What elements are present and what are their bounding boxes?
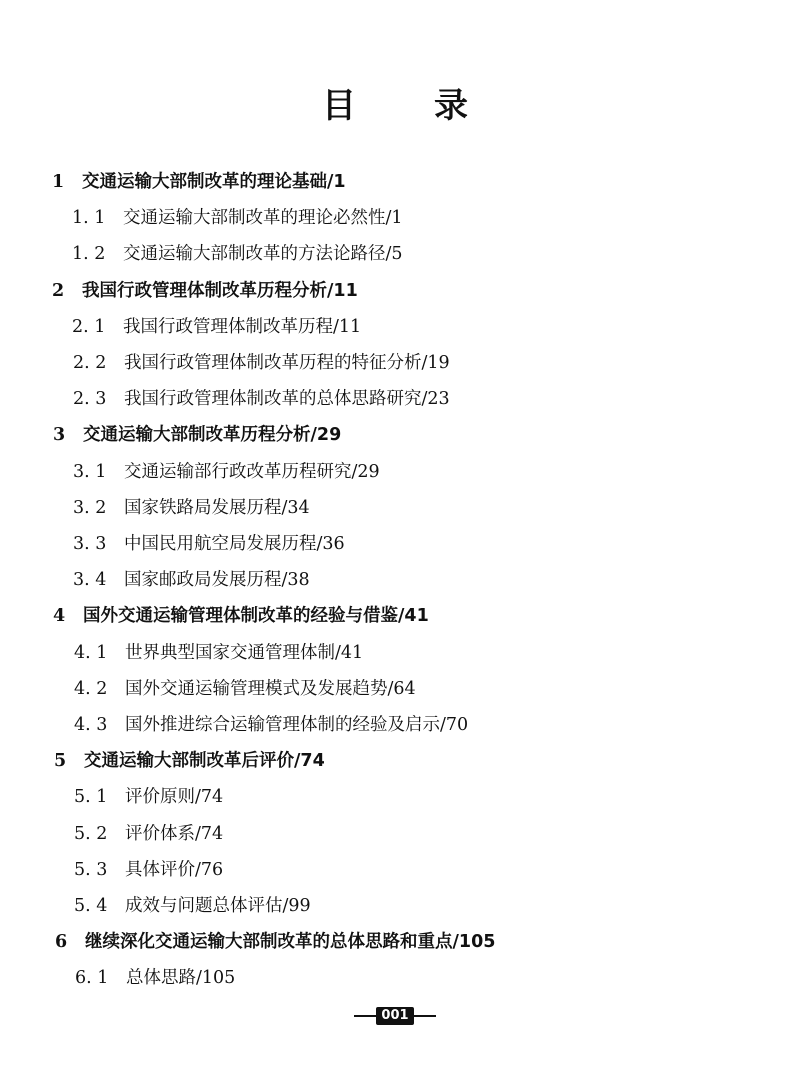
toc-entry-title: 我国行政管理体制改革的总体思路研究/23 (124, 389, 450, 410)
toc-section-entry (74, 892, 311, 920)
toc-entry-title: 交通运输部行政改革历程研究/29 (124, 461, 380, 482)
toc-section-entry (73, 385, 450, 413)
toc-entry-title: 国家铁路局发展历程/34 (124, 497, 310, 518)
toc-entry-number: 2. 1 (72, 316, 106, 337)
title-char-2: 录 (434, 86, 468, 126)
toc-entry-number: 3. 4 (73, 570, 107, 591)
toc-entry-title: 世界典型国家交通管理体制/41 (125, 642, 364, 663)
toc-section-entry (74, 711, 468, 739)
title-char-1: 目 (322, 86, 356, 126)
toc-section-entry (74, 820, 223, 848)
toc-entry-title: 交通运输大部制改革后评价/74 (84, 751, 325, 772)
toc-entry-number: 4. 3 (74, 715, 108, 735)
toc-section-entry (73, 530, 345, 558)
toc-entry-title: 交通运输大部制改革历程分析/29 (83, 425, 342, 446)
toc-entry-title: 评价原则/74 (125, 787, 224, 808)
toc-entry-title: 交通运输大部制改革的理论必然性/1 (123, 208, 403, 229)
toc-section-entry (72, 240, 403, 268)
toc-entry-number: 1. 2 (72, 244, 106, 265)
toc-section-entry (74, 856, 223, 884)
toc-chapter-entry (54, 747, 325, 775)
toc-entry-number: 1 (52, 172, 65, 192)
toc-section-entry (73, 494, 310, 522)
toc-entry-number: 4. 1 (74, 642, 108, 663)
toc-entry-number: 5 (54, 751, 67, 772)
page-footer (0, 1006, 790, 1026)
toc-entry-title: 我国行政管理体制改革历程的特征分析/19 (124, 353, 450, 373)
toc-entry-title: 我国行政管理体制改革历程分析/11 (82, 280, 358, 301)
toc-entry-title: 评价体系/74 (125, 823, 224, 844)
toc-entry-number: 3. 2 (73, 497, 107, 518)
toc-chapter-entry (55, 928, 495, 956)
toc-entry-number: 4 (53, 606, 66, 627)
toc-section-entry (74, 675, 416, 703)
toc-entry-number: 2. 2 (73, 353, 107, 373)
toc-entry-number: 2. 3 (73, 389, 107, 410)
toc-entry-number: 2 (52, 280, 65, 301)
toc-entry-number: 1. 1 (72, 208, 106, 229)
toc-section-entry (74, 639, 363, 667)
toc-entry-title: 成效与问题总体评估/99 (125, 896, 311, 916)
toc-chapter-entry (53, 421, 341, 449)
toc-entry-number: 6. 1 (75, 968, 109, 989)
page-number: 001 (376, 1007, 413, 1025)
page-title (0, 78, 790, 127)
toc-section-entry (73, 349, 450, 377)
toc-entry-title: 交通运输大部制改革的方法论路径/5 (123, 244, 403, 265)
toc-entry-title: 我国行政管理体制改革历程/11 (123, 316, 362, 337)
toc-entry-title: 具体评价/76 (125, 859, 224, 880)
toc-section-entry (72, 313, 361, 341)
toc-entry-number: 4. 2 (74, 678, 108, 699)
toc-section-entry (75, 964, 235, 992)
toc-section-entry (73, 566, 310, 594)
toc-entry-title: 国外交通运输管理模式及发展趋势/64 (125, 678, 416, 699)
toc-entry-number: 6 (55, 932, 68, 953)
footer-rule-right (414, 1015, 436, 1017)
toc-entry-number: 5. 1 (74, 787, 108, 808)
toc-section-entry (73, 458, 380, 486)
toc-entry-title: 继续深化交通运输大部制改革的总体思路和重点/105 (85, 932, 496, 953)
toc-chapter-entry (53, 602, 429, 630)
toc-section-entry (74, 783, 223, 811)
toc-entry-title: 交通运输大部制改革的理论基础/1 (82, 172, 346, 192)
toc-entry-number: 3 (53, 425, 66, 446)
toc-entry-title: 国外推进综合运输管理体制的经验及启示/70 (125, 715, 469, 735)
toc-entry-number: 3. 1 (73, 461, 107, 482)
toc-chapter-entry (52, 277, 358, 305)
toc-entry-title: 总体思路/105 (126, 968, 236, 989)
toc-entry-title: 国家邮政局发展历程/38 (124, 570, 310, 591)
toc-entry-number: 5. 2 (74, 823, 108, 844)
toc-entry-number: 5. 3 (74, 859, 108, 880)
toc-entry-title: 国外交通运输管理体制改革的经验与借鉴/41 (83, 606, 429, 627)
toc-chapter-entry (52, 168, 346, 196)
footer-rule-left (354, 1015, 376, 1017)
toc-entry-title: 中国民用航空局发展历程/36 (124, 534, 345, 554)
toc-section-entry (72, 204, 403, 232)
toc-entry-number: 3. 3 (73, 534, 107, 554)
toc-entry-number: 5. 4 (74, 896, 108, 916)
